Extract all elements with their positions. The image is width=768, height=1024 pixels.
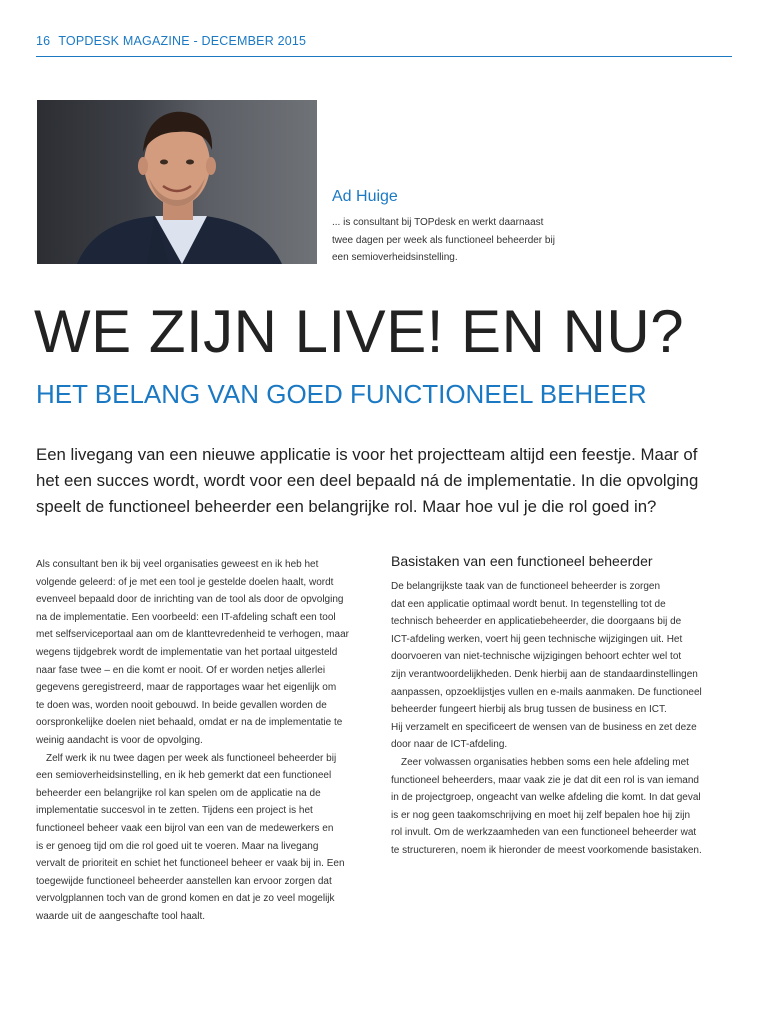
body-line: vervalt de prioriteit en schiet het functioneel beheer er vaak bij in. Een (36, 858, 345, 870)
body-line: met selfserviceportaal aan om de klanttevredenheid te verhogen, maar (36, 629, 349, 641)
article-title: WE ZIJN LIVE! EN NU? (34, 298, 685, 365)
body-line: is er genoeg tijd om die rol goed uit te voeren. Maar na livegang (36, 840, 319, 852)
body-line: dat een applicatie optimaal wordt benut. In tegenstelling tot de (391, 598, 666, 610)
body-line: rol invult. Om de werkzaamheden van een functioneel beheerder wat (391, 827, 697, 839)
portrait-illustration (37, 100, 317, 264)
body-line: implementatie succesvol in te zetten. Tijdens een project is het (36, 805, 313, 817)
body-line: te structureren, noem ik hieronder de meest voorkomende basistaken. (391, 844, 702, 856)
body-line: een semioverheidsinstelling, en ik heb gemerkt dat een functioneel (36, 770, 332, 782)
body-line: wegens tijdgebrek wordt de implementatie van het portaal uitgesteld (36, 646, 338, 658)
left-column (36, 556, 372, 925)
body-line: technisch beheerder en applicatiebeheerder, die doorgaans bij de (391, 616, 682, 628)
body-line: functioneel beheerders, maar vaak zie je dat dit een rol is van iemand (391, 774, 699, 786)
body-line: doorvoeren van niet-technische wijzigingen behoort echter wel tot (391, 651, 682, 663)
body-paragraph (36, 556, 372, 750)
body-line: weinig aandacht is voor de opvolging. (36, 734, 203, 746)
body-paragraph (36, 750, 372, 926)
body-line: aanpassen, opzoeklijstjes vullen en e-mails aanmaken. De functioneel (391, 686, 702, 698)
body-line: te doen was, worden nooit gebouwd. In beide gevallen worden de (36, 699, 327, 711)
body-line: beheerder fungeert hierbij als brug tussen de business en ICT. (391, 704, 667, 716)
body-line: Als consultant ben ik bij veel organisaties geweest en ik heb het (36, 559, 319, 570)
body-line: na de implementatie. Een voorbeeld: een IT-afdeling schaft een tool (36, 611, 336, 623)
body-line: ICT-afdeling werken, voert hij geen technische wijzigingen uit. Het (391, 633, 683, 645)
body-paragraph (391, 754, 731, 860)
author-bio (332, 214, 592, 267)
body-line: waarde uit de aangeschafte tool haalt. (36, 910, 206, 922)
body-line: in de projectgroep, ongeacht van welke afdeling die komt. In dat geval (391, 792, 701, 804)
author-bio-line: ... is consultant bij TOPdesk en werkt daarnaast (332, 217, 544, 228)
body-line: De belangrijkste taak van de functioneel beheerder is zorgen (391, 581, 661, 592)
body-line: Hij verzamelt en specificeert de wensen van de business en zet deze (391, 721, 697, 733)
body-line: toegewijde functioneel beheerder aanstellen kan ervoor zorgen dat (36, 875, 332, 887)
body-line: gegevens geregistreerd, maar de rapportages waar het eigenlijk om (36, 682, 337, 694)
author-photo (37, 100, 317, 264)
body-line: door naar de ICT-afdeling. (391, 739, 508, 751)
right-column (391, 550, 731, 860)
body-line: zijn verantwoordelijkheden. Denk hierbij aan de standaardinstellingen (391, 668, 698, 680)
intro-line: het een succes wordt, wordt voor een deel bepaald ná de implementatie. In die opvolging (36, 471, 699, 490)
article-subtitle: HET BELANG VAN GOED FUNCTIONEEL BEHEER (36, 379, 647, 409)
body-line: functioneel beheer vaak een bijrol van een van de medewerkers en (36, 822, 334, 834)
body-paragraph (391, 578, 731, 754)
page-number: 16 (36, 34, 51, 48)
body-line: vervolgplannen toch van de grond komen en dat je zo veel mogelijk (36, 893, 335, 905)
body-line: is er nog geen taakomschrijving en moet hij zelf bepalen hoe hij zijn (391, 809, 691, 821)
section-heading: Basistaken van een functioneel beheerder (391, 553, 653, 569)
body-line: evenveel bepaald door de inrichting van de tool als door de opvolging (36, 594, 344, 606)
author-block (332, 188, 592, 267)
body-line: Zelf werk ik nu twee dagen per week als functioneel beheerder bij (46, 752, 337, 764)
body-line: beheerder een belangrijke rol kan spelen om de applicatie na de (36, 787, 321, 799)
author-name: Ad Huige (332, 188, 398, 205)
body-line: naar fase twee – en die komt er nooit. Of er worden netjes allerlei (36, 664, 326, 676)
author-bio-line: twee dagen per week als functioneel beheerder bij (332, 234, 555, 246)
intro-line: speelt de functioneel beheerder een belangrijke rol. Maar hoe vul je die rol goed in? (36, 497, 657, 516)
author-bio-line: een semioverheidsinstelling. (332, 252, 458, 263)
intro-line: Een livegang van een nieuwe applicatie is voor het projectteam altijd een feestje. Maar of (36, 445, 698, 464)
publication-title: TOPDESK MAGAZINE - DECEMBER 2015 (58, 34, 307, 48)
body-line: Zeer volwassen organisaties hebben soms een hele afdeling met (401, 756, 689, 768)
page-header (36, 34, 732, 57)
article-intro (36, 442, 736, 520)
body-line: oorspronkelijke doelen niet behaald, omdat er na de implementatie te (36, 717, 343, 729)
body-line: volgende geleerd: of je met een tool je gestelde doelen haalt, wordt (36, 576, 334, 588)
